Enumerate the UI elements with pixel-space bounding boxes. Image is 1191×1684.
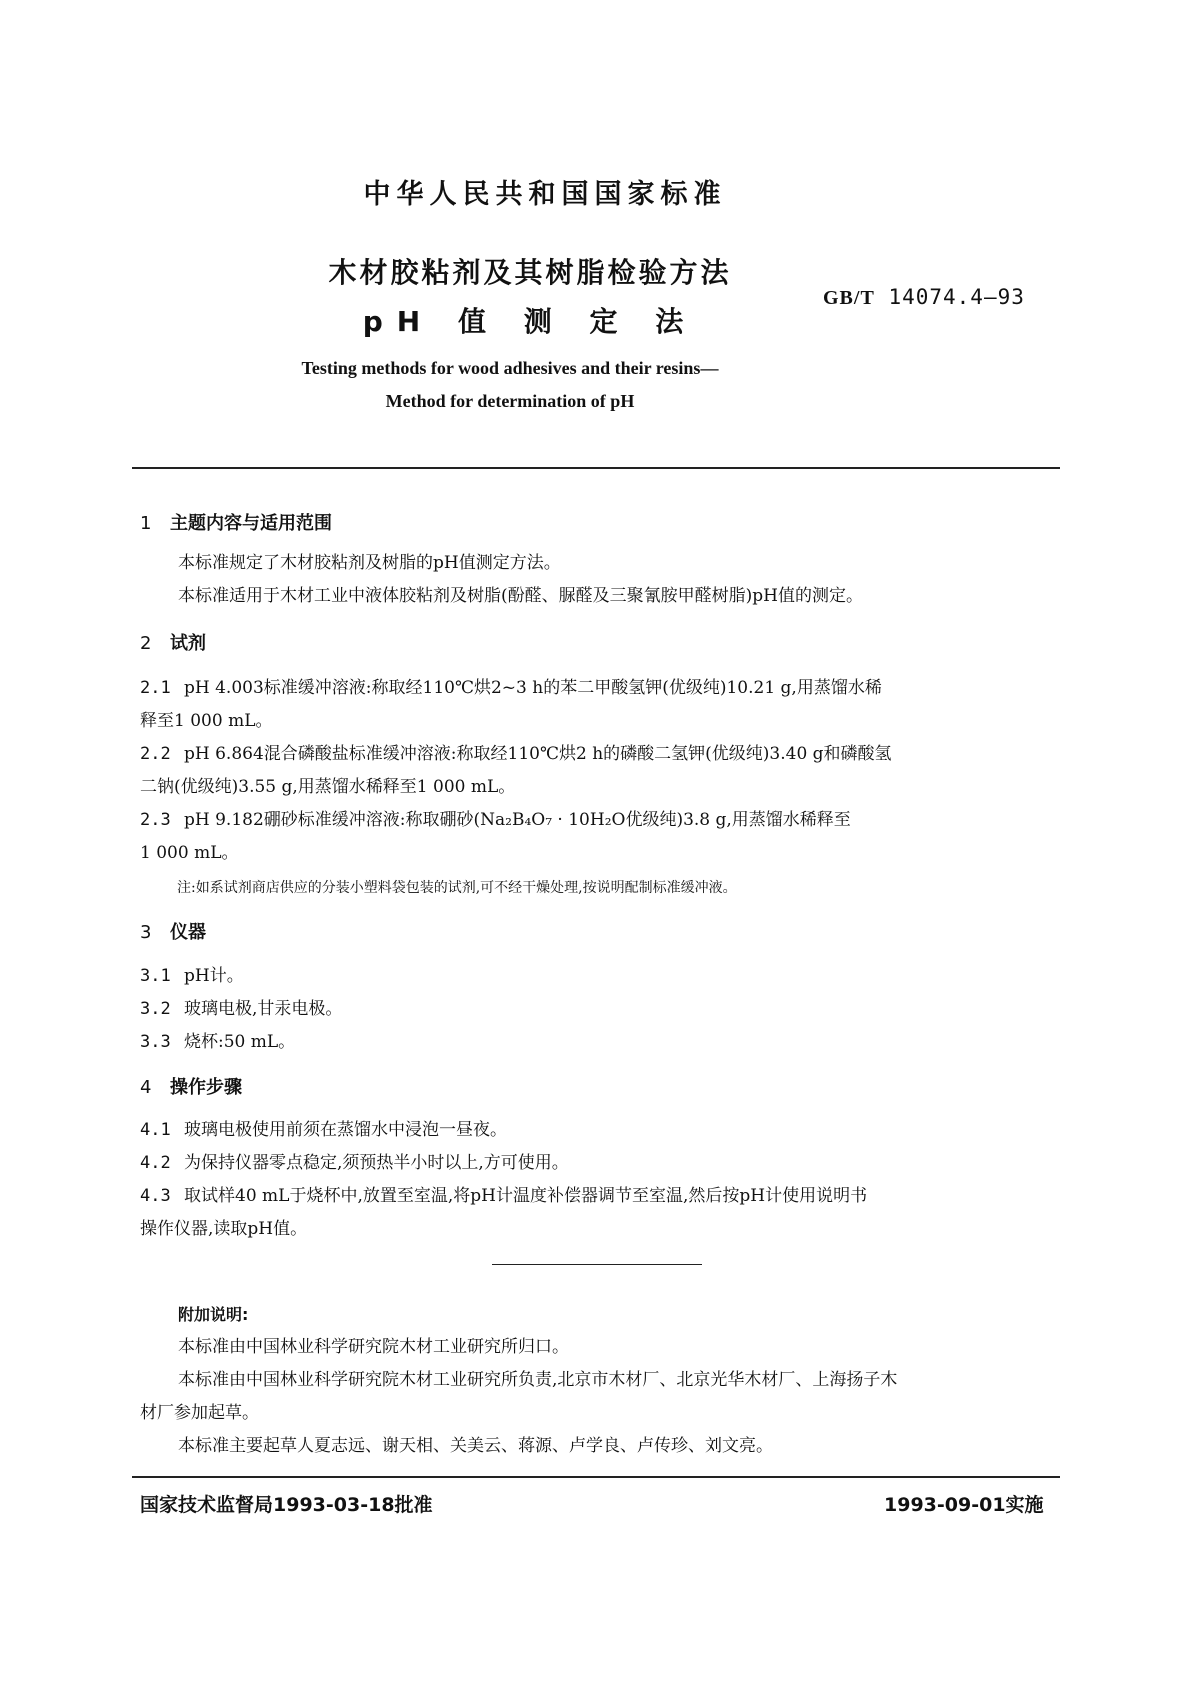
section-heading-2 <box>140 629 206 655</box>
document-title-line2: pH 值 测 定 法 <box>362 305 698 338</box>
standard-code-prefix: GB/T <box>823 287 875 309</box>
item-continuation: 释至1 000 mL。 <box>140 711 273 731</box>
footer-divider <box>132 1476 1060 1478</box>
additional-heading: 附加说明: <box>178 1305 249 1324</box>
item-number: 4.1 <box>140 1120 171 1140</box>
item-text: 玻璃电极使用前须在蒸馏水中浸泡一昼夜。 <box>184 1120 507 1140</box>
item-number: 2.2 <box>140 744 171 764</box>
section-title: 操作步骤 <box>170 1077 242 1098</box>
item-text: 玻璃电极,甘汞电极。 <box>184 999 343 1019</box>
item-text: pH计。 <box>184 966 244 986</box>
item-number: 3.1 <box>140 966 171 986</box>
english-title-line1: Testing methods for wood adhesives and their resins— <box>301 358 719 378</box>
section-number: 4 <box>140 1077 152 1098</box>
header-divider <box>132 467 1060 469</box>
country-standard-heading: 中华人民共和国国家标准 <box>363 179 727 210</box>
item-number: 2.3 <box>140 810 171 830</box>
list-item <box>140 1147 1060 1179</box>
additional-paragraph: 本标准主要起草人夏志远、谢天相、关美云、蒋源、卢学良、卢传珍、刘文亮。 <box>178 1436 773 1456</box>
note: 注:如系试剂商店供应的分装小塑料袋包装的试剂,可不经干燥处理,按说明配制标准缓冲液。 <box>177 880 737 896</box>
list-item <box>140 960 1060 992</box>
item-continuation: 1 000 mL。 <box>140 843 239 863</box>
list-item <box>140 1026 1060 1058</box>
list-item <box>140 1114 1060 1146</box>
section-heading-4 <box>140 1073 242 1099</box>
additional-paragraph: 本标准由中国林业科学研究院木材工业研究所负责,北京市木材厂、北京光华木材厂、上海扬子木 <box>178 1370 898 1390</box>
list-item <box>140 738 1060 770</box>
section-title: 主题内容与适用范围 <box>170 513 332 534</box>
item-text: 烧杯:50 mL。 <box>184 1032 296 1052</box>
standard-code-number: 14074.4—93 <box>888 285 1025 309</box>
approval-date: 国家技术监督局1993-03-18批准 <box>140 1494 433 1516</box>
item-text: pH 9.182硼砂标准缓冲溶液:称取硼砂(Na₂B₄O₇ · 10H₂O优级纯)3.8 g,用蒸馏水稀释至 <box>184 810 851 830</box>
paragraph: 本标准适用于木材工业中液体胶粘剂及树脂(酚醛、脲醛及三聚氰胺甲醛树脂)pH值的测定。 <box>178 586 863 606</box>
section-heading-3 <box>140 918 206 944</box>
list-item <box>140 672 1060 704</box>
paragraph: 本标准规定了木材胶粘剂及树脂的pH值测定方法。 <box>178 553 561 573</box>
list-item <box>140 1180 1060 1212</box>
effective-date: 1993-09-01实施 <box>884 1494 1044 1516</box>
document-title-line1: 木材胶粘剂及其树脂检验方法 <box>328 256 732 289</box>
end-divider <box>492 1264 702 1265</box>
item-text: pH 6.864混合磷酸盐标准缓冲溶液:称取经110℃烘2 h的磷酸二氢钾(优级纯)3.40 g和磷酸氢 <box>184 744 892 764</box>
section-number: 1 <box>140 513 152 534</box>
item-continuation: 操作仪器,读取pH值。 <box>140 1219 308 1239</box>
standard-code <box>823 285 1025 310</box>
item-number: 4.3 <box>140 1186 171 1206</box>
list-item <box>140 993 1060 1025</box>
section-title: 仪器 <box>170 922 206 943</box>
item-number: 4.2 <box>140 1153 171 1173</box>
list-item <box>140 804 1060 836</box>
section-number: 2 <box>140 633 152 654</box>
item-number: 2.1 <box>140 678 171 698</box>
additional-continuation: 材厂参加起草。 <box>140 1403 259 1423</box>
item-text: 取试样40 mL于烧杯中,放置至室温,将pH计温度补偿器调节至室温,然后按pH计使用说明书 <box>184 1186 868 1206</box>
additional-paragraph: 本标准由中国林业科学研究院木材工业研究所归口。 <box>178 1337 569 1357</box>
item-number: 3.2 <box>140 999 171 1019</box>
section-title: 试剂 <box>170 633 206 654</box>
item-number: 3.3 <box>140 1032 171 1052</box>
section-number: 3 <box>140 922 152 943</box>
section-heading-1 <box>140 509 332 535</box>
item-text: 为保持仪器零点稳定,须预热半小时以上,方可使用。 <box>184 1153 569 1173</box>
item-continuation: 二钠(优级纯)3.55 g,用蒸馏水稀释至1 000 mL。 <box>140 777 516 797</box>
english-title-line2: Method for determination of pH <box>385 391 635 411</box>
item-text: pH 4.003标准缓冲溶液:称取经110℃烘2~3 h的苯二甲酸氢钾(优级纯)10.21 g,用蒸馏水稀 <box>184 678 882 698</box>
